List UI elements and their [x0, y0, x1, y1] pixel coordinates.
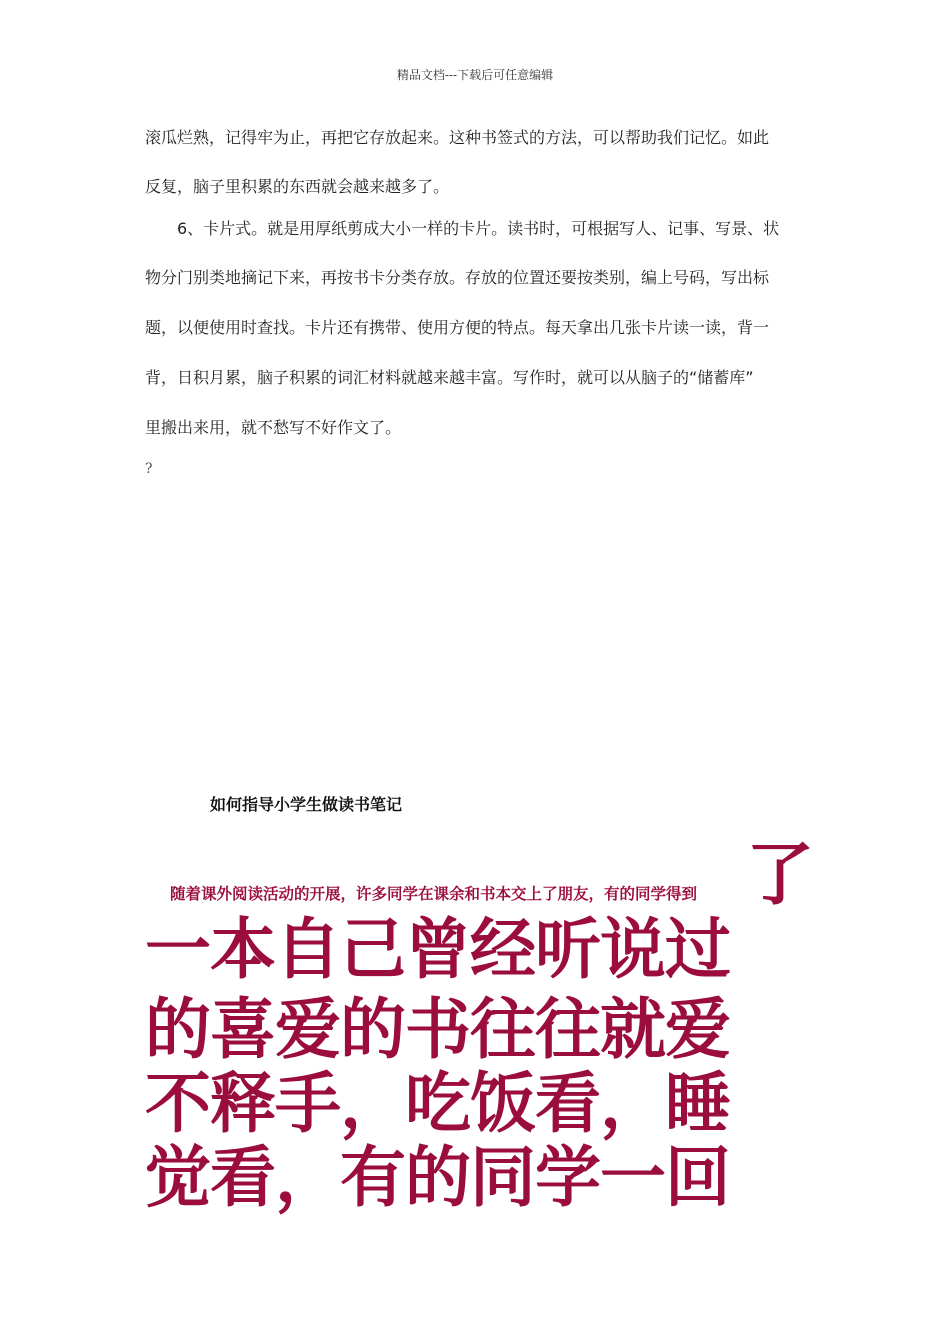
- big-red-line: 觉看，有的同学一回: [145, 1139, 730, 1216]
- paragraph-line: 反复，脑子里积累的东西就会越来越多了。: [145, 177, 450, 196]
- paragraph-line: 6、卡片式。就是用厚纸剪成大小一样的卡片。读书时，可根据写人、记事、写景、状: [177, 219, 780, 238]
- paragraph-line: 滚瓜烂熟，记得牢为止，再把它存放起来。这种书签式的方法，可以帮助我们记忆。如此: [145, 128, 770, 147]
- big-red-line: 一本自己曾经听说过: [145, 911, 730, 988]
- red-tail-char: 了: [746, 836, 815, 915]
- paragraph-line: 物分门别类地摘记下来，再按书卡分类存放。存放的位置还要按类别，编上号码，写出标: [145, 268, 770, 287]
- paragraph-line: 里搬出来用，就不愁写不好作文了。: [145, 418, 402, 437]
- question-mark: ?: [145, 461, 153, 477]
- red-intro-text: 随着课外阅读活动的开展，许多同学在课余和书本交上了朋友，有的同学得到: [170, 885, 698, 903]
- paragraph-line: 背，日积月累，脑子积累的词汇材料就越来越丰富。写作时，就可以从脑子的“储蓄库”: [145, 368, 754, 387]
- paragraph-line: 题，以便使用时查找。卡片还有携带、使用方便的特点。每天拿出几张卡片读一读，背一: [145, 318, 770, 337]
- big-red-line: 的喜爱的书往往就爱: [145, 991, 730, 1068]
- section-title: 如何指导小学生做读书笔记: [210, 795, 403, 814]
- big-red-line: 不释手，吃饭看，睡: [145, 1065, 730, 1142]
- page-header: 精品文档---下载后可任意编辑: [396, 68, 554, 82]
